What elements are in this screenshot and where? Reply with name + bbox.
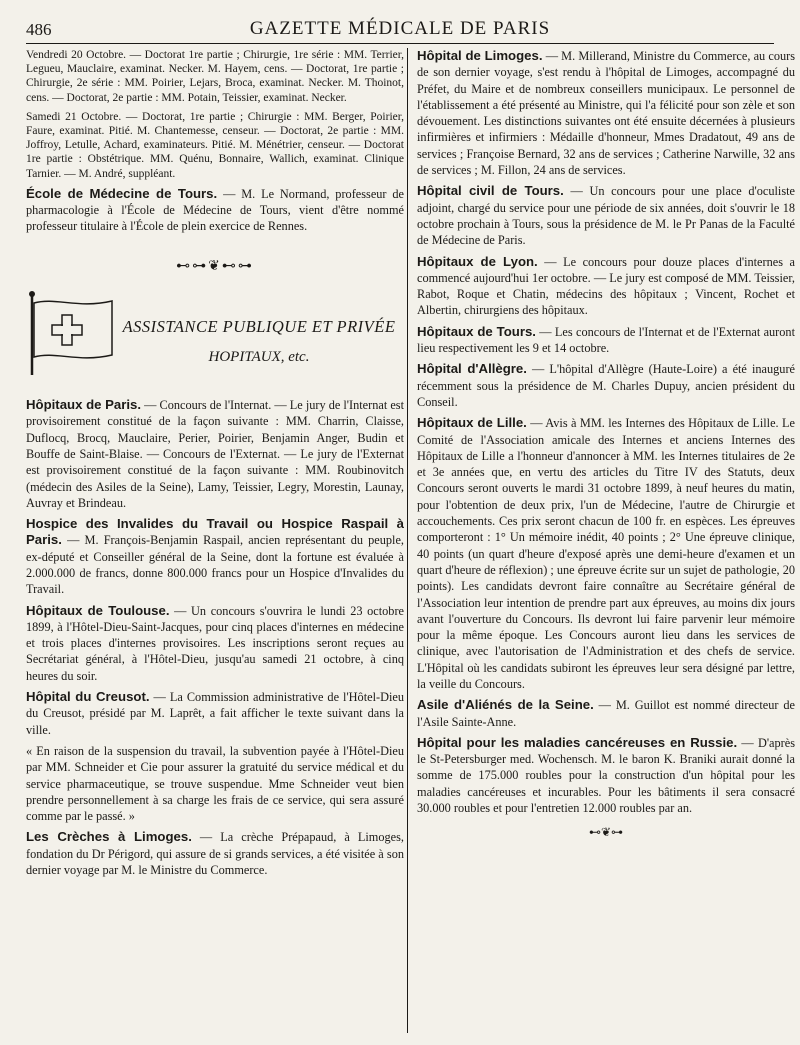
article-body: — M. François-Benjamin Raspail, ancien représentant du peuple, ex-député et Conseiller général de la Seine, dont la fortune est évaluée à 2.000.000 de francs, donne 800.000 francs pour un Hospice d'Invalides du Travail.	[26, 533, 404, 597]
article-title: Hospice des Invalides du Travail ou Hospice Raspail à Paris.	[26, 516, 404, 548]
article-body: — M. Guillot est nommé directeur de l'Asile Sainte-Anne.	[417, 698, 795, 729]
article-russie	[417, 735, 795, 816]
page-header	[26, 14, 774, 44]
article-body: — Avis à MM. les Internes des Hôpitaux de Lille. Le Comité de l'Association amicale des Internes et anciens Internes des Hôpitaux de Lille a l'honneur d'annoncer à MM. les Internes titulaires de 2e et 3e années que, en vertu des articles du Titre IV des Statuts, deux Concours seront ouverts le mardi 31 octobre 1899, à neuf heures du matin, pour l'obtention de deux prix, l'un de Médecine, l'autre de Chirurgie et accouchements. Ces prix seront chacun de 100 fr. en espèces. Les épreuves comporteront : 1° Un mémoire inédit, 40 points ; 2° Une épreuve clinique, 40 points (un quart d'heure d'exposé après une demi-heure d'examen et un quart d'heure de réflexion) ; une épreuve écrite sur un sujet de pathologie, 20 points). Les candidats devront faire connaître au Secrétaire général de l'Association leur intention de prendre part aux épreuves, au moins dix jours avant l'ouverture du Concours. Ils devront lui faire parvenir leur mémoire pour la même époque. Les Concours auront lieu dans les services de clinique, avec l'autorisation de l'Administration et des chefs de service. L'Hôpital où les candidats subiront les épreuves leur sera désigné par lettre, la veille du Concours.	[417, 416, 796, 691]
article-title: Hôpital d'Allègre.	[417, 361, 527, 377]
article-title: Hôpitaux de Lyon.	[417, 253, 538, 269]
article-tours-internat	[417, 324, 795, 357]
column-divider	[407, 48, 408, 1033]
article-title: Asile d'Aliénés de la Seine.	[417, 697, 594, 713]
article-body: — Un concours s'ouvrira le lundi 23 octobre 1899, à l'Hôtel-Dieu-Saint-Jacques, pour cinq places d'internes en médecine et trois places d'internes provisoires. Les inscriptions seront reçues au Secrétariat général, à l'Hôtel-Dieu, jusqu'au samedi 21 octobre, à cinq heures du soir.	[26, 603, 404, 683]
article-body: — L'hôpital d'Allègre (Haute-Loire) a été inauguré récemment sous la présidence de M. Charles Dupuy, ancien président du Conseil.	[417, 362, 795, 409]
article-title: École de Médecine de Tours.	[26, 185, 218, 201]
article-title: Hôpitaux de Paris.	[26, 397, 142, 413]
exam-schedule-friday: Vendredi 20 Octobre. — Doctorat 1re partie ; Chirurgie, 1re série : MM. Terrier, Legueu, Mauclaire, examinat. Necker. M. Hayem, cens. — Doctorat, 1re partie ; Chirurgie, 2e série : MM. Poirier, Lejars, Broca, examinat. Necker. M. Thoinot, cens. — Doctorat, 2e partie : MM. Potain, Teissier, examinat. Necker.	[26, 49, 404, 104]
right-column	[417, 48, 795, 841]
article-allegre	[417, 361, 795, 410]
article-invalides	[26, 516, 404, 597]
article-body: — Concours de l'Internat. — Le jury de l'Internat est provisoirement constitué de la façon suivante : MM. Charrin, Claisse, Duflocq, Brocq, Mauclaire, Perier, Poirier, Benjamin Anger, Budin et Bouffe de Saint-Blaise. — Concours de l'Externat. — Le jury de l'Externat est provisoirement constitué de la façon suivante : MM. Roubinovitch (médecin des Asiles de la Seine), Lamy, Teissier, Legry, Morestin, Launay, Auvray et Brindeau.	[26, 398, 404, 510]
article-title: Hôpitaux de Toulouse.	[26, 602, 170, 618]
exam-schedule-saturday: Samedi 21 Octobre. — Doctorat, 1re partie ; Chirurgie : MM. Berger, Poirier, Faure, examinat. Pitié. M. Chantemesse, censeur. — Doctorat, 2e partie : MM. Joffroy, Letulle, Achard, examinateurs. Pitié. M. Ménétrier, censeur. — Doctorat 1re partie : Obstétrique. MM. Quénu, Bonnaire, Wallich, examinat. Clinique Tarnier. — M. André, suppléant.	[26, 110, 404, 180]
article-body: — Un concours pour une place d'oculiste adjoint, chargé du service pour une période de six années, doit s'ouvrir le 18 octobre prochain à Tours, sous la présidence de M. le Pr Panas de la Faculté de Médecine de Paris.	[417, 184, 796, 248]
article-body: — D'après le St-Petersburger med. Wochensch. M. le baron K. Braniki aurait donné la somme de 175.000 roubles pour la construction d'un hôpital pour les maladies cancéreuses et incurables. Pour les bâtiments il sera consacré 30.000 roubles et pour l'entretien 12.000 roubles par an.	[417, 735, 795, 816]
article-body: — M. Le Normand, professeur de pharmacologie à l'École de Médecine de Tours, vient d'être nommé professeur titulaire à l'École de plein exercice de Rennes.	[26, 186, 404, 234]
article-title: Hôpital de Limoges.	[417, 48, 543, 63]
article-body: — La crèche Prépapaud, à Limoges, fondation du Dr Périgord, qui assure de si grands services, a été visitée à son dernier voyage par M. le Ministre du Commerce.	[26, 830, 404, 878]
article-body: — Le concours pour douze places d'internes a commencé aujourd'hui 1er octobre. — Le jury est composé de MM. Teissier, Rabot, Roque et Chatin, médecins des hôpitaux ; Vincent, Rochet et Albertin, chirurgiens des hôpitaux.	[417, 254, 795, 318]
article-limoges	[417, 48, 795, 178]
section-title: ASSISTANCE PUBLIQUE ET PRIVÉE	[122, 317, 396, 337]
article-paris	[26, 397, 404, 511]
ornament-divider: ⊷⊶❦⊷⊶	[176, 258, 254, 274]
article-seine	[417, 697, 795, 730]
article-title: Les Crèches à Limoges.	[26, 829, 192, 845]
article-title: Hôpitaux de Lille.	[417, 415, 527, 431]
article-lille	[417, 415, 795, 692]
article-creusot	[26, 689, 404, 738]
article-title: Hôpitaux de Tours.	[417, 323, 536, 339]
article-title: Hôpital civil de Tours.	[417, 183, 564, 199]
article-creusot-quote: « En raison de la suspension du travail, la subvention payée à l'Hôtel-Dieu par MM. Schneider et Cie pour assurer la gratuité du service médical et du service pharmaceutique, se trouve suspendue. Mme Schneider veut bien prendre personnellement à sa charge les frais de ce service, qui sera assuré comme par le passé. »	[26, 743, 404, 824]
article-body: — M. Millerand, Ministre du Commerce, au cours de son dernier voyage, s'est rendu à l'hôpital de Limoges, accompagné du Préfet, du Maire et de nombreux conseillers municipaux. Le personnel de l'établissement a été présenté au Ministre, qui l'a félicité pour son zèle et son dévouement. Les distinctions suivantes ont été ensuite décernées à plusieurs infirmières et infirmiers : Médaille d'honneur, Mmes Dradatout, 49 ans de services ; Françoise Bernard, 32 ans de services ; Catherine Narwille, 32 ans de services ; M. Fillon, 24 ans de services.	[417, 49, 796, 178]
end-ornament: ⊷❦⊶	[588, 825, 624, 840]
article-civil-tours	[417, 183, 795, 248]
article-tours-school	[26, 186, 404, 235]
section-subtitle: HOPITAUX, etc.	[208, 349, 310, 366]
section-banner	[26, 289, 404, 377]
article-body: — La Commission administrative de l'Hôtel-Dieu du Creusot, présidé par M. Laprêt, a fait afficher le texte suivant dans la ville.	[26, 690, 404, 737]
journal-title: GAZETTE MÉDICALE DE PARIS	[249, 18, 551, 39]
article-lyon	[417, 254, 795, 319]
red-cross-flag-icon	[26, 289, 114, 377]
left-column	[26, 48, 404, 883]
article-title: Hôpital du Creusot.	[26, 689, 150, 705]
article-toulouse	[26, 603, 404, 684]
article-creches	[26, 829, 404, 878]
page-number: 486	[26, 20, 52, 39]
article-body: — Les concours de l'Internat et de l'Externat auront lieu respectivement les 9 et 14 octobre.	[417, 324, 795, 356]
article-title: Hôpital pour les maladies cancéreuses en Russie.	[417, 734, 738, 750]
